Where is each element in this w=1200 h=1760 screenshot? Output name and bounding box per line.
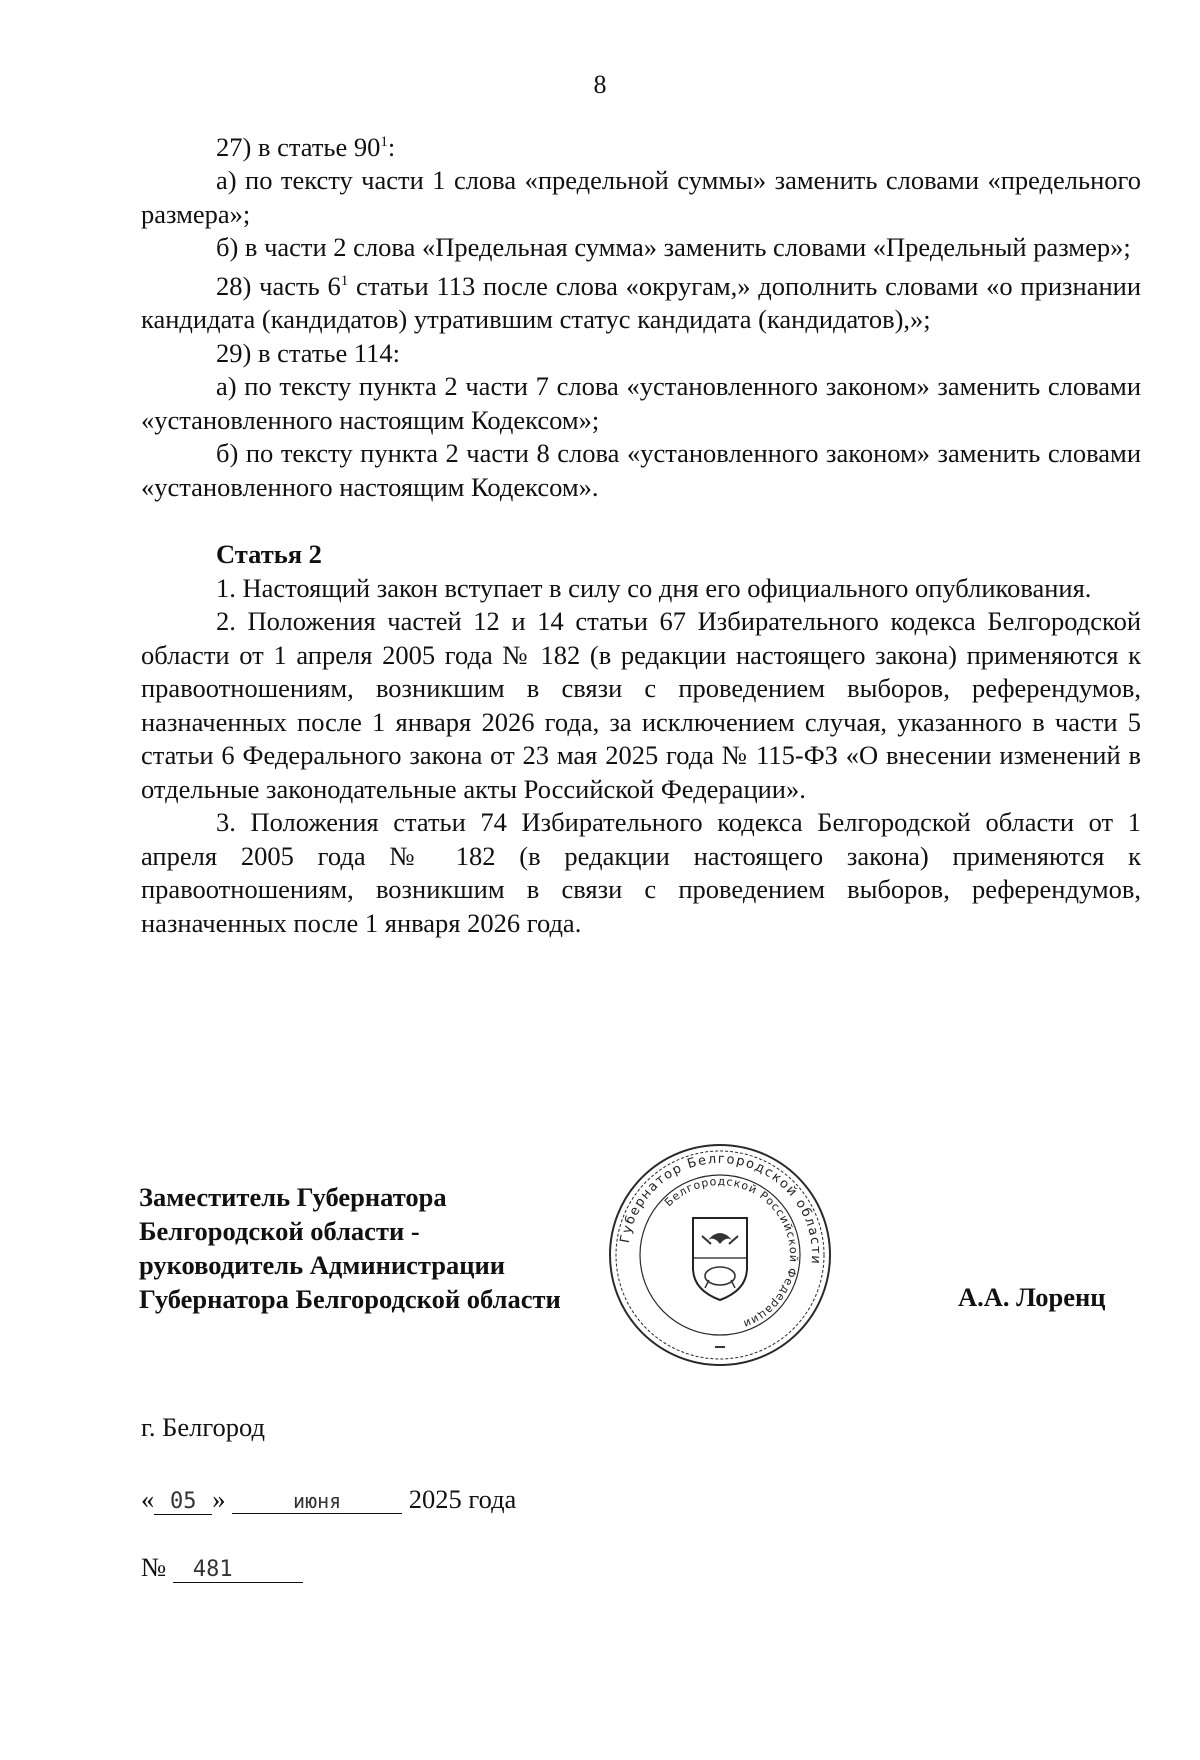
coat-of-arms-icon [693,1218,747,1300]
article-2-paragraph-2: 2. Положения частей 12 и 14 статьи 67 Избирательного кодекса Белгородской области от 1 апреля 2005 года № 182 (в редакции настоящего закона) применяются к правоотношениям, возникшим в связи с проведением выборов, референдумов, назначенных после 1 января 2026 года, за исключением случая, указанного в части 5 статьи 6 Федерального закона от 23 мая 2025 года № 115-ФЗ «О внесении изменений в отдельные законодательные акты Российской Федерации». [141,606,1141,804]
article-2-paragraph-3: 3. Положения статьи 74 Избирательного кодекса Белгородской области от 1 апреля 2005 года № 182 (в редакции настоящего закона) применяются к правоотношениям, возникшим в связи с проведением выборов, референдумов, назначенных после 1 января 2026 года. [141,807,1141,938]
date-year: 2025 года [408,1484,517,1514]
document-body [141,126,1141,940]
amendment-27: 27) в статье $90^1$: [216,131,396,162]
signer-name: А.А. Лоренц [958,1282,1106,1312]
page-number: 8 [593,70,607,99]
document-date: « 05 » июня 2025 года [141,1484,517,1514]
seal-inner-text: Белгородской Российской Федерации [662,1174,801,1331]
article-2-heading: Статья 2 [216,539,322,570]
article-2-paragraph-1: 1. Настоящий закон вступает в силу со дня его официального опубликования. [216,572,1092,603]
date-day: 05 [154,1489,212,1515]
date-month: июня [232,1489,402,1514]
amendment-29: 29) в статье 114: [216,337,401,368]
amendment-27b: б) в части 2 слова «Предельная сумма» заменить словами «Предельный размер»; [216,232,1131,263]
document-number: № 481 [141,1552,303,1583]
seal-outer-text: Губернатор Белгородской области [617,1151,824,1266]
city: г. Белгород [141,1412,266,1442]
svg-text:Белгородской Российской Федера [662,1175,800,1331]
amendment-29b: б) по тексту пункта 2 части 8 слова «установленного законом» заменить словами «установленного настоящим Кодексом». [141,438,1141,502]
signatory-position: Заместитель Губернатора Белгородской области - руководитель Администрации Губернатора Белгородской области [139,1182,561,1314]
official-seal-icon [605,1140,835,1370]
amendment-28: 28) часть $6^1$ статьи 113 после слова «округам,» дополнить словами «о признании кандидата (кандидатов) утратившим статус кандидата (кандидатов),»; [141,270,1141,335]
amendment-27a: а) по тексту части 1 слова «предельной суммы» заменить словами «предельного размера»; [141,165,1141,229]
amendment-29a: а) по тексту пункта 2 части 7 слова «установленного законом» заменить словами «установленного настоящим Кодексом»; [141,371,1141,435]
document-number-value: 481 [173,1557,303,1583]
